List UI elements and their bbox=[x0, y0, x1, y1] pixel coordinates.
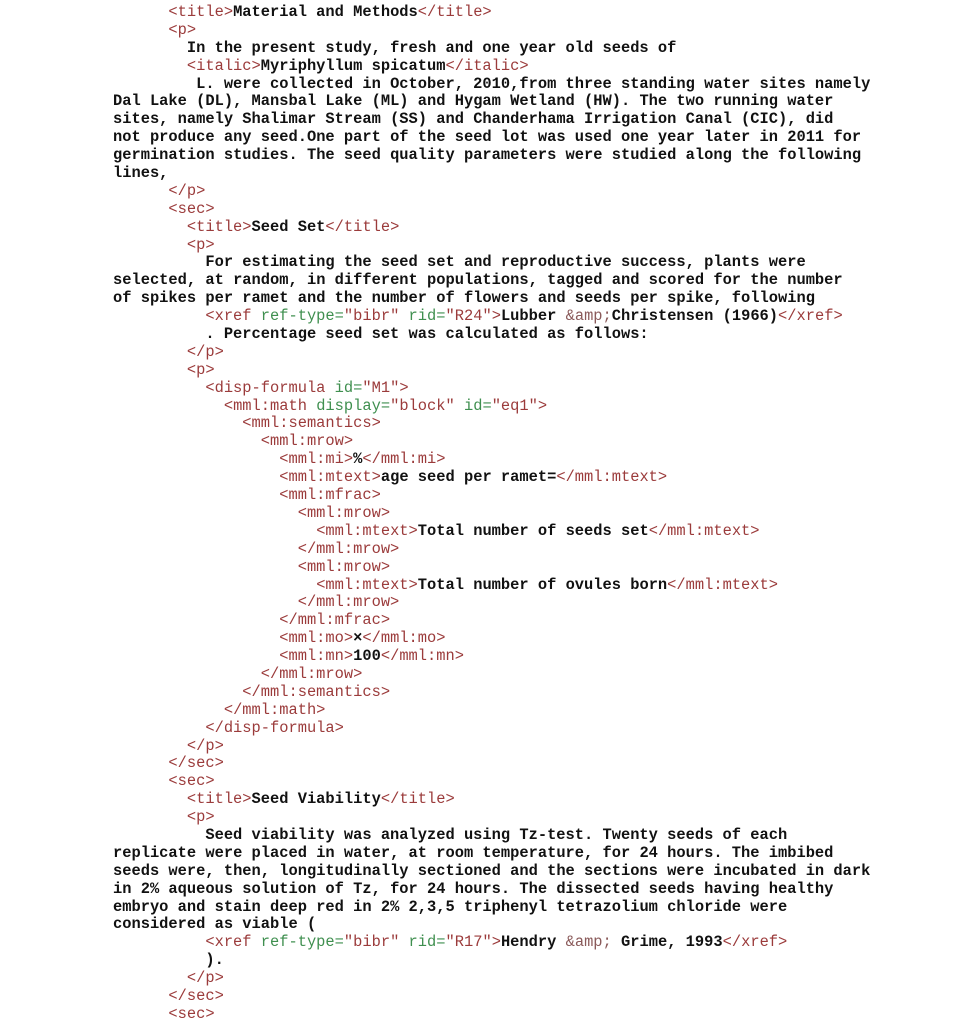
code-line bbox=[113, 290, 870, 308]
code-line bbox=[113, 684, 870, 702]
xml-text: Seed Viability bbox=[251, 790, 381, 809]
code-line bbox=[113, 738, 870, 756]
xml-tag: <mml:mrow> bbox=[260, 432, 354, 451]
code-line bbox=[113, 326, 870, 344]
xml-tag: <mml:semantics> bbox=[242, 414, 381, 433]
xml-text: considered as viable ( bbox=[113, 915, 317, 934]
xml-tag: <italic> bbox=[186, 56, 261, 75]
xml-text: embryo and stain deep red in 2% 2,3,5 triphenyl tetrazolium chloride were bbox=[113, 897, 788, 916]
code-line bbox=[113, 380, 870, 398]
code-line bbox=[113, 970, 870, 988]
xml-text: Total number of seeds set bbox=[417, 521, 649, 540]
code-line bbox=[113, 541, 870, 559]
xml-tag: </sec> bbox=[168, 986, 224, 1005]
xml-tag: <p> bbox=[186, 808, 215, 827]
xml-attribute-name: display= bbox=[316, 396, 391, 415]
code-line bbox=[113, 594, 870, 612]
code-line bbox=[113, 648, 870, 666]
code-line bbox=[113, 988, 870, 1006]
xml-text: not produce any seed.One part of the seed lot was used one year later in 2011 for bbox=[113, 128, 862, 147]
code-line bbox=[113, 845, 870, 863]
code-line bbox=[113, 702, 870, 720]
xml-attribute-value: "bibr" bbox=[343, 307, 409, 326]
xml-tag: </p> bbox=[186, 342, 224, 361]
xml-text: Total number of ovules born bbox=[417, 575, 668, 594]
xml-tag: </disp-formula> bbox=[205, 718, 344, 737]
code-line bbox=[113, 308, 870, 326]
code-line bbox=[113, 111, 870, 129]
code-line bbox=[113, 219, 870, 237]
code-line bbox=[113, 612, 870, 630]
xml-text: in 2% aqueous solution of Tz, for 24 hours. The dissected seeds having healthy bbox=[113, 879, 834, 898]
xml-tag: <p> bbox=[168, 20, 197, 39]
xml-text: . Percentage seed set was calculated as follows: bbox=[205, 325, 649, 344]
code-line bbox=[113, 40, 870, 58]
code-line bbox=[113, 505, 870, 523]
xml-entity: &amp; bbox=[565, 933, 612, 952]
xml-tag: </mml:mrow> bbox=[297, 593, 400, 612]
xml-attribute-value: "R24" bbox=[445, 307, 492, 326]
xml-text: 100 bbox=[353, 647, 381, 666]
xml-tag: <mml:mfrac> bbox=[279, 486, 381, 505]
code-line bbox=[113, 720, 870, 738]
xml-attribute-name: id= bbox=[334, 378, 363, 397]
xml-tag: </mml:mtext> bbox=[648, 521, 760, 540]
xml-tag: </mml:mfrac> bbox=[279, 611, 391, 630]
xml-tag: </sec> bbox=[168, 754, 224, 773]
xml-text: Hendry bbox=[500, 933, 566, 952]
code-line bbox=[113, 4, 870, 22]
code-line bbox=[113, 344, 870, 362]
xml-tag: </mml:mrow> bbox=[260, 664, 363, 683]
xml-text: Grime, 1993 bbox=[611, 933, 723, 952]
xml-document-view bbox=[113, 0, 871, 1023]
xml-text: Seed viability was analyzed using Tz-test. Twenty seeds of each bbox=[205, 825, 788, 844]
xml-text: L. were collected in October, 2010,from three standing water sites namely bbox=[196, 74, 871, 93]
code-line bbox=[113, 559, 870, 577]
xml-text: selected, at random, in different populations, tagged and scored for the number bbox=[113, 271, 843, 290]
code-line bbox=[113, 183, 870, 201]
xml-tag: <mml:mtext> bbox=[279, 468, 381, 487]
xml-attribute-value: "M1" bbox=[362, 378, 400, 397]
code-line bbox=[113, 773, 870, 791]
xml-tag: <sec> bbox=[168, 1004, 215, 1023]
xml-attribute-value: "eq1" bbox=[491, 396, 538, 415]
xml-tag: > bbox=[491, 933, 501, 952]
xml-text: × bbox=[353, 629, 363, 648]
code-line bbox=[113, 523, 870, 541]
code-line bbox=[113, 469, 870, 487]
code-line bbox=[113, 76, 870, 94]
xml-text: Christensen (1966) bbox=[611, 307, 779, 326]
xml-tag: <mml:mtext> bbox=[316, 575, 418, 594]
xml-tag: <disp-formula bbox=[205, 378, 335, 397]
code-line bbox=[113, 881, 870, 899]
code-line bbox=[113, 93, 870, 111]
xml-tag: <p> bbox=[186, 235, 215, 254]
code-line bbox=[113, 362, 870, 380]
xml-text: germination studies. The seed quality parameters were studied along the following bbox=[113, 146, 862, 165]
code-line bbox=[113, 254, 870, 272]
xml-tag: <title> bbox=[168, 3, 234, 21]
xml-tag: </mml:semantics> bbox=[242, 682, 391, 701]
code-line bbox=[113, 630, 870, 648]
xml-text: Lubber bbox=[500, 307, 566, 326]
xml-text: lines, bbox=[113, 164, 169, 183]
xml-attribute-name: id= bbox=[463, 396, 492, 415]
xml-tag: </mml:mtext> bbox=[667, 575, 779, 594]
xml-text: For estimating the seed set and reproductive success, plants were bbox=[205, 253, 806, 272]
xml-tag: </xref> bbox=[722, 933, 788, 952]
code-line bbox=[113, 398, 870, 416]
xml-text: % bbox=[353, 450, 363, 469]
xml-tag: <xref bbox=[205, 933, 261, 952]
xml-tag: </mml:mrow> bbox=[297, 539, 400, 558]
xml-tag: </mml:mtext> bbox=[556, 468, 668, 487]
code-line bbox=[113, 899, 870, 917]
code-line bbox=[113, 272, 870, 290]
xml-tag: </xref> bbox=[778, 307, 843, 326]
code-line bbox=[113, 755, 870, 773]
code-line bbox=[113, 22, 870, 40]
xml-tag: </mml:math> bbox=[223, 700, 326, 719]
code-line bbox=[113, 415, 870, 433]
xml-tag: > bbox=[399, 378, 409, 397]
xml-tag: </mml:mi> bbox=[362, 450, 446, 469]
xml-text: replicate were placed in water, at room temperature, for 24 hours. The imbibed bbox=[113, 843, 834, 862]
xml-text: Dal Lake (DL), Mansbal Lake (ML) and Hygam Wetland (HW). The two running water bbox=[113, 92, 834, 111]
xml-tag: </title> bbox=[417, 3, 492, 21]
xml-text: of spikes per ramet and the number of flowers and seeds per spike, following bbox=[113, 289, 815, 308]
xml-tag: </title> bbox=[380, 790, 455, 809]
code-line bbox=[113, 433, 870, 451]
xml-tag: <mml:mn> bbox=[279, 647, 354, 666]
xml-text: Material and Methods bbox=[233, 3, 418, 21]
xml-tag: <mml:mrow> bbox=[297, 503, 391, 522]
xml-text: Myriphyllum spicatum bbox=[260, 56, 446, 75]
xml-tag: <mml:math bbox=[223, 396, 317, 415]
code-line bbox=[113, 129, 870, 147]
xml-tag: <mml:mo> bbox=[279, 629, 354, 648]
xml-tag: > bbox=[491, 307, 501, 326]
code-line bbox=[113, 934, 870, 952]
xml-tag: <title> bbox=[186, 217, 252, 236]
xml-tag: </p> bbox=[168, 181, 206, 200]
xml-tag: <title> bbox=[186, 790, 252, 809]
xml-attribute-name: ref-type= bbox=[260, 933, 344, 952]
xml-tag: <mml:mtext> bbox=[316, 521, 418, 540]
code-line bbox=[113, 863, 870, 881]
code-line bbox=[113, 147, 870, 165]
xml-tag: </italic> bbox=[445, 56, 529, 75]
code-line bbox=[113, 237, 870, 255]
code-line bbox=[113, 916, 870, 934]
xml-text: ). bbox=[205, 951, 224, 970]
code-line bbox=[113, 1006, 870, 1024]
xml-attribute-name: rid= bbox=[408, 307, 446, 326]
xml-entity: &amp; bbox=[565, 307, 612, 326]
xml-tag: <p> bbox=[186, 360, 215, 379]
xml-attribute-value: "R17" bbox=[445, 933, 492, 952]
xml-tag: <xref bbox=[205, 307, 261, 326]
code-line bbox=[113, 201, 870, 219]
code-line bbox=[113, 666, 870, 684]
xml-text: seeds were, then, longitudinally sectioned and the sections were incubated in dark bbox=[113, 861, 871, 880]
code-line bbox=[113, 577, 870, 595]
xml-text: age seed per ramet= bbox=[380, 468, 557, 487]
xml-text: In the present study, fresh and one year old seeds of bbox=[186, 38, 677, 57]
xml-tag: > bbox=[537, 396, 548, 415]
code-line bbox=[113, 827, 870, 845]
xml-tag: </mml:mn> bbox=[380, 647, 464, 666]
code-line bbox=[113, 952, 870, 970]
xml-tag: </p> bbox=[186, 736, 224, 755]
code-line bbox=[113, 487, 870, 505]
xml-tag: </p> bbox=[186, 969, 224, 988]
xml-tag: <mml:mi> bbox=[279, 450, 354, 469]
code-line bbox=[113, 58, 870, 76]
xml-attribute-name: rid= bbox=[408, 933, 446, 952]
code-line bbox=[113, 165, 870, 183]
xml-attribute-name: ref-type= bbox=[260, 307, 344, 326]
xml-tag: <mml:mrow> bbox=[297, 557, 391, 576]
code-line bbox=[113, 809, 870, 827]
xml-tag: </mml:mo> bbox=[362, 629, 446, 648]
code-line bbox=[113, 451, 870, 469]
code-line bbox=[113, 791, 870, 809]
xml-text: Seed Set bbox=[251, 217, 326, 236]
xml-text: sites, namely Shalimar Stream (SS) and Chanderhama Irrigation Canal (CIC), did bbox=[113, 110, 834, 129]
xml-tag: </title> bbox=[325, 217, 400, 236]
xml-attribute-value: "bibr" bbox=[343, 933, 409, 952]
xml-tag: <sec> bbox=[168, 199, 215, 218]
xml-tag: <sec> bbox=[168, 772, 215, 791]
xml-attribute-value: "block" bbox=[390, 396, 464, 415]
